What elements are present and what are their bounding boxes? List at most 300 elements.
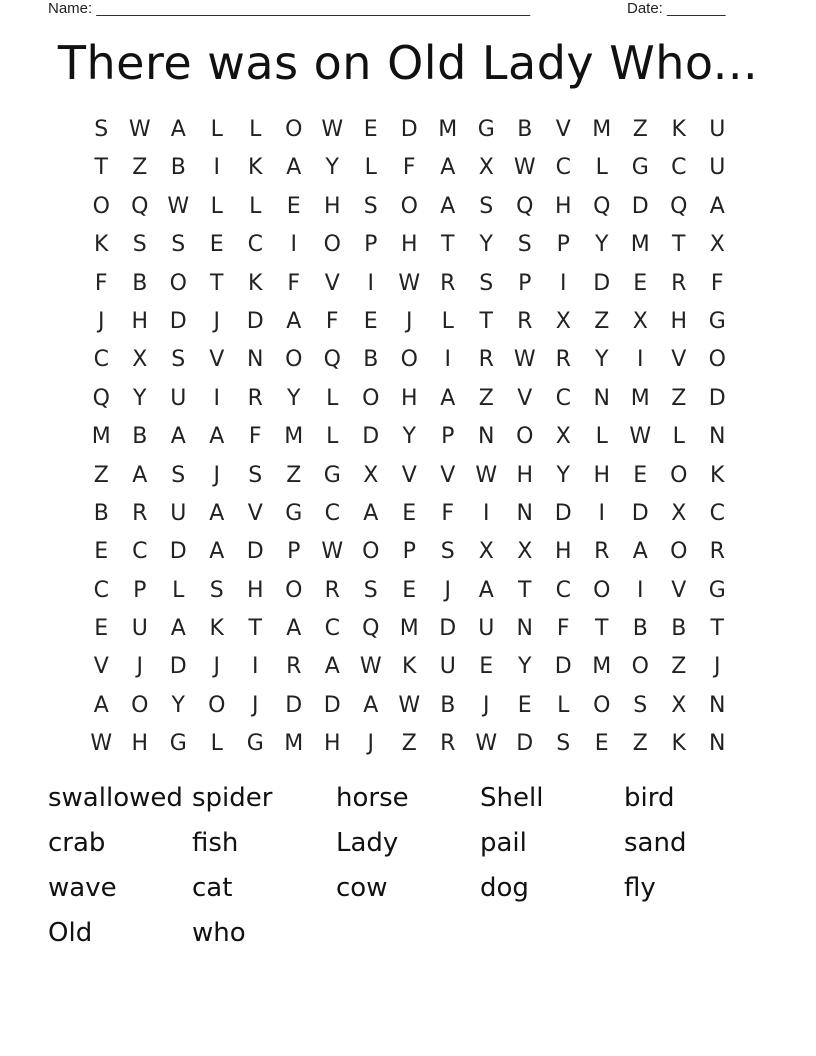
grid-letter[interactable]: H (400, 232, 418, 258)
grid-letter[interactable]: N (709, 731, 726, 757)
grid-letter[interactable]: E (594, 731, 609, 757)
grid-letter[interactable]: X (478, 155, 494, 181)
grid-letter[interactable]: J (483, 692, 490, 718)
grid-letter[interactable]: L (249, 117, 262, 142)
grid-letter[interactable]: C (555, 155, 571, 181)
grid-letter[interactable]: I (252, 654, 259, 680)
grid-letter[interactable]: T (672, 232, 686, 258)
grid-letter[interactable]: K (710, 462, 725, 488)
grid-letter[interactable]: Y (479, 232, 493, 258)
grid-letter[interactable]: D (631, 500, 649, 526)
grid-letter[interactable]: U (170, 385, 187, 411)
grid-letter[interactable]: E (286, 193, 301, 219)
grid-letter[interactable]: Z (632, 731, 648, 757)
grid-letter[interactable]: V (440, 462, 456, 488)
grid-letter[interactable]: Q (670, 193, 688, 219)
grid-letter[interactable]: O (593, 692, 611, 718)
grid-letter[interactable]: X (478, 539, 494, 565)
grid-letter[interactable]: M (592, 117, 612, 142)
grid-letter[interactable]: G (477, 117, 495, 142)
grid-letter[interactable]: O (362, 539, 380, 565)
grid-letter[interactable]: I (290, 232, 297, 258)
grid-letter[interactable]: C (709, 500, 725, 526)
grid-letter[interactable]: J (252, 692, 259, 718)
grid-letter[interactable]: M (284, 731, 304, 757)
grid-letter[interactable]: J (213, 654, 220, 680)
grid-letter[interactable]: V (247, 500, 263, 526)
grid-letter[interactable]: H (400, 385, 418, 411)
grid-letter[interactable]: S (94, 117, 109, 142)
grid-letter[interactable]: A (478, 577, 494, 603)
grid-letter[interactable]: T (479, 308, 493, 334)
grid-letter[interactable]: I (637, 577, 644, 603)
grid-letter[interactable]: S (171, 232, 186, 258)
name-field-label[interactable]: Name: ____________________________________________________ (48, 0, 531, 17)
grid-letter[interactable]: G (169, 731, 187, 757)
grid-letter[interactable]: N (593, 385, 610, 411)
grid-letter[interactable]: R (478, 347, 494, 373)
grid-letter[interactable]: T (94, 155, 108, 181)
grid-letter[interactable]: E (402, 577, 417, 603)
grid-letter[interactable]: R (671, 270, 687, 296)
grid-letter[interactable]: C (555, 577, 571, 603)
grid-letter[interactable]: B (440, 692, 456, 718)
word-list-item: bird (624, 783, 675, 813)
grid-letter[interactable]: I (560, 270, 567, 296)
grid-letter[interactable]: H (246, 577, 264, 603)
grid-letter[interactable]: X (632, 308, 648, 334)
grid-letter[interactable]: R (247, 385, 263, 411)
grid-letter[interactable]: C (555, 385, 571, 411)
grid-letter[interactable]: J (444, 577, 451, 603)
grid-letter[interactable]: W (629, 424, 652, 450)
grid-letter[interactable]: A (93, 692, 109, 718)
grid-letter[interactable]: R (324, 577, 340, 603)
grid-letter[interactable]: I (213, 155, 220, 181)
grid-letter[interactable]: K (94, 232, 109, 258)
grid-letter[interactable]: C (132, 539, 148, 565)
grid-letter[interactable]: K (402, 654, 417, 680)
grid-letter[interactable]: C (324, 616, 340, 642)
grid-letter[interactable]: D (362, 424, 380, 450)
grid-letter[interactable]: Y (133, 385, 147, 411)
grid-letter[interactable]: P (556, 232, 570, 258)
grid-letter[interactable]: S (363, 577, 378, 603)
grid-letter[interactable]: X (671, 500, 687, 526)
grid-letter[interactable]: H (323, 731, 341, 757)
grid-letter[interactable]: V (555, 117, 571, 142)
grid-letter[interactable]: D (246, 308, 264, 334)
grid-letter[interactable]: H (554, 193, 572, 219)
grid-letter[interactable]: D (285, 692, 303, 718)
grid-letter[interactable]: P (133, 577, 147, 603)
grid-letter[interactable]: C (324, 500, 340, 526)
grid-letter[interactable]: O (708, 347, 726, 373)
grid-letter[interactable]: S (132, 232, 147, 258)
grid-letter[interactable]: S (209, 577, 224, 603)
grid-letter[interactable]: O (516, 424, 534, 450)
grid-letter[interactable]: G (708, 308, 726, 334)
grid-letter[interactable]: L (172, 577, 185, 603)
grid-letter[interactable]: C (671, 155, 687, 181)
grid-letter[interactable]: V (671, 347, 687, 373)
grid-letter[interactable]: L (364, 155, 377, 181)
grid-letter[interactable]: V (93, 654, 109, 680)
grid-letter[interactable]: D (246, 539, 264, 565)
grid-letter[interactable]: X (709, 232, 725, 258)
grid-letter[interactable]: Z (93, 462, 109, 488)
word-list-item: Shell (480, 783, 544, 813)
grid-letter[interactable]: Z (478, 385, 494, 411)
grid-letter[interactable]: S (479, 193, 494, 219)
grid-letter[interactable]: R (440, 731, 456, 757)
grid-letter[interactable]: L (326, 385, 339, 411)
grid-letter[interactable]: N (516, 500, 533, 526)
grid-letter[interactable]: U (131, 616, 148, 642)
grid-letter[interactable]: D (400, 117, 418, 142)
grid-letter[interactable]: O (285, 347, 303, 373)
grid-letter[interactable]: D (169, 654, 187, 680)
grid-letter[interactable]: N (478, 424, 495, 450)
grid-letter[interactable]: X (132, 347, 148, 373)
grid-letter[interactable]: O (400, 347, 418, 373)
grid-letter[interactable]: A (363, 500, 379, 526)
grid-letter[interactable]: O (670, 539, 688, 565)
grid-letter[interactable]: L (210, 193, 223, 219)
grid-letter[interactable]: B (132, 424, 148, 450)
grid-letter[interactable]: X (555, 424, 571, 450)
grid-letter[interactable]: T (518, 577, 532, 603)
grid-letter[interactable]: L (672, 424, 685, 450)
grid-letter[interactable]: A (324, 654, 340, 680)
grid-letter[interactable]: S (633, 692, 648, 718)
grid-letter[interactable]: N (247, 347, 264, 373)
grid-letter[interactable]: G (285, 500, 303, 526)
word-list-item: spider (192, 783, 273, 813)
grid-letter[interactable]: B (363, 347, 379, 373)
grid-letter[interactable]: R (132, 500, 148, 526)
grid-letter[interactable]: A (170, 616, 186, 642)
grid-letter[interactable]: M (91, 424, 111, 450)
grid-letter[interactable]: P (402, 539, 416, 565)
grid-letter[interactable]: A (209, 539, 225, 565)
grid-letter[interactable]: U (170, 500, 187, 526)
grid-letter[interactable]: U (439, 654, 456, 680)
grid-letter[interactable]: Q (362, 616, 380, 642)
grid-letter[interactable]: B (632, 616, 648, 642)
grid-letter[interactable]: I (213, 385, 220, 411)
grid-letter[interactable]: J (406, 308, 413, 334)
grid-letter[interactable]: S (479, 270, 494, 296)
grid-letter[interactable]: L (326, 424, 339, 450)
grid-letter[interactable]: N (709, 692, 726, 718)
grid-letter[interactable]: Y (595, 232, 609, 258)
grid-letter[interactable]: W (475, 731, 498, 757)
grid-letter[interactable]: D (554, 654, 572, 680)
date-field-label[interactable]: Date: _______ (627, 0, 726, 17)
grid-letter[interactable]: L (210, 731, 223, 757)
grid-letter[interactable]: X (517, 539, 533, 565)
header (48, 0, 748, 20)
grid-letter[interactable]: W (128, 117, 151, 142)
grid-letter[interactable]: S (440, 539, 455, 565)
grid-letter[interactable]: R (709, 539, 725, 565)
grid-letter[interactable]: M (438, 117, 458, 142)
grid-letter[interactable]: I (444, 347, 451, 373)
grid-letter[interactable]: I (637, 347, 644, 373)
grid-letter[interactable]: Y (518, 654, 532, 680)
grid-letter[interactable]: G (246, 731, 264, 757)
grid-letter[interactable]: D (554, 500, 572, 526)
grid-letter[interactable]: Y (287, 385, 301, 411)
grid-letter[interactable]: H (516, 462, 534, 488)
grid-letter[interactable]: U (478, 616, 495, 642)
grid-letter[interactable]: Q (593, 193, 611, 219)
grid-letter[interactable]: Z (671, 654, 687, 680)
grid-letter[interactable]: J (213, 308, 220, 334)
grid-letter[interactable]: L (595, 155, 608, 181)
grid-letter[interactable]: P (364, 232, 378, 258)
word-list-item: swallowed (48, 783, 183, 813)
grid-letter[interactable]: J (213, 462, 220, 488)
grid-letter[interactable]: Z (671, 385, 687, 411)
grid-letter[interactable]: R (555, 347, 571, 373)
grid-letter[interactable]: F (402, 155, 416, 181)
grid-letter[interactable]: M (630, 232, 650, 258)
grid-letter[interactable]: Z (401, 731, 417, 757)
grid-letter[interactable]: S (171, 347, 186, 373)
grid-letter[interactable]: U (709, 155, 726, 181)
grid-letter[interactable]: W (513, 347, 536, 373)
grid-letter[interactable]: Q (323, 347, 341, 373)
grid-letter[interactable]: Q (516, 193, 534, 219)
grid-letter[interactable]: F (248, 424, 262, 450)
grid-letter[interactable]: V (517, 385, 533, 411)
grid-letter[interactable]: K (248, 155, 263, 181)
grid-letter[interactable]: I (483, 500, 490, 526)
grid-letter[interactable]: W (321, 539, 344, 565)
grid-letter[interactable]: Y (171, 692, 185, 718)
grid-letter[interactable]: P (518, 270, 532, 296)
grid-letter[interactable]: L (441, 308, 454, 334)
grid-letter[interactable]: O (670, 462, 688, 488)
grid-letter[interactable]: U (709, 117, 726, 142)
grid-letter[interactable]: S (171, 462, 186, 488)
grid-letter[interactable]: A (286, 616, 302, 642)
grid-letter[interactable]: P (287, 539, 301, 565)
grid-letter[interactable]: E (363, 308, 378, 334)
grid-letter[interactable]: D (631, 193, 649, 219)
grid-letter[interactable]: S (556, 731, 571, 757)
word-list-item: who (192, 918, 246, 948)
grid-letter[interactable]: C (93, 577, 109, 603)
grid-letter[interactable]: K (209, 616, 224, 642)
grid-letter[interactable]: A (209, 500, 225, 526)
grid-letter[interactable]: A (132, 462, 148, 488)
grid-letter[interactable]: E (633, 462, 648, 488)
grid-letter[interactable]: G (708, 577, 726, 603)
grid-letter[interactable]: V (671, 577, 687, 603)
grid-letter[interactable]: T (248, 616, 262, 642)
grid-letter[interactable]: E (479, 654, 494, 680)
grid-letter[interactable]: H (131, 731, 149, 757)
grid-letter[interactable]: Y (595, 347, 609, 373)
grid-letter[interactable]: E (94, 616, 109, 642)
grid-letter[interactable]: Q (131, 193, 149, 219)
grid-letter[interactable]: E (363, 117, 378, 142)
grid-letter[interactable]: B (170, 155, 186, 181)
grid-letter[interactable]: M (630, 385, 650, 411)
grid-letter[interactable]: E (633, 270, 648, 296)
grid-letter[interactable]: O (323, 232, 341, 258)
grid-letter[interactable]: H (323, 193, 341, 219)
grid-letter[interactable]: B (517, 117, 533, 142)
grid-letter[interactable]: V (324, 270, 340, 296)
grid-letter[interactable]: D (708, 385, 726, 411)
grid-letter[interactable]: A (170, 117, 186, 142)
grid-letter[interactable]: I (598, 500, 605, 526)
grid-letter[interactable]: O (92, 193, 110, 219)
grid-letter[interactable]: W (398, 692, 421, 718)
grid-letter[interactable]: X (555, 308, 571, 334)
grid-letter[interactable]: S (517, 232, 532, 258)
grid-letter[interactable]: H (554, 539, 572, 565)
grid-letter[interactable]: Y (325, 155, 339, 181)
grid-letter[interactable]: T (710, 616, 724, 642)
grid-letter[interactable]: O (208, 692, 226, 718)
grid-letter[interactable]: O (362, 385, 380, 411)
grid-letter[interactable]: F (710, 270, 724, 296)
grid-letter[interactable]: M (592, 654, 612, 680)
grid-letter[interactable]: S (363, 193, 378, 219)
grid-letter[interactable]: H (670, 308, 688, 334)
grid-letter[interactable]: M (399, 616, 419, 642)
grid-letter[interactable]: H (593, 462, 611, 488)
grid-letter[interactable]: L (557, 692, 570, 718)
grid-letter[interactable]: L (249, 193, 262, 219)
grid-letter[interactable]: D (593, 270, 611, 296)
grid-letter[interactable]: W (398, 270, 421, 296)
grid-letter[interactable]: A (170, 424, 186, 450)
grid-letter[interactable]: W (321, 117, 344, 142)
grid-letter[interactable]: J (136, 654, 143, 680)
grid-letter[interactable]: T (210, 270, 224, 296)
grid-letter[interactable]: W (475, 462, 498, 488)
grid-letter[interactable]: Z (286, 462, 302, 488)
grid-letter[interactable]: K (671, 731, 686, 757)
grid-letter[interactable]: J (367, 731, 374, 757)
grid-letter[interactable]: O (169, 270, 187, 296)
grid-letter[interactable]: A (286, 155, 302, 181)
grid-letter[interactable]: E (94, 539, 109, 565)
grid-letter[interactable]: O (285, 117, 303, 142)
grid-letter[interactable]: O (131, 692, 149, 718)
grid-letter[interactable]: F (441, 500, 455, 526)
grid-letter[interactable]: A (709, 193, 725, 219)
grid-letter[interactable]: F (556, 616, 570, 642)
grid-letter[interactable]: Z (632, 117, 648, 142)
grid-letter[interactable]: T (595, 616, 609, 642)
grid-letter[interactable]: E (517, 692, 532, 718)
grid-letter[interactable]: T (441, 232, 455, 258)
grid-letter[interactable]: E (402, 500, 417, 526)
grid-letter[interactable]: J (714, 654, 721, 680)
grid-letter[interactable]: H (131, 308, 149, 334)
grid-letter[interactable]: M (284, 424, 304, 450)
grid-letter[interactable]: G (323, 462, 341, 488)
grid-letter[interactable]: X (363, 462, 379, 488)
grid-letter[interactable]: F (287, 270, 301, 296)
grid-letter[interactable]: G (631, 155, 649, 181)
grid-letter[interactable]: W (167, 193, 190, 219)
grid-letter[interactable]: I (367, 270, 374, 296)
grid-letter[interactable]: X (671, 692, 687, 718)
grid-letter[interactable]: K (248, 270, 263, 296)
grid-letter[interactable]: V (209, 347, 225, 373)
grid-letter[interactable]: L (210, 117, 223, 142)
grid-letter[interactable]: A (286, 308, 302, 334)
grid-letter[interactable]: V (401, 462, 417, 488)
grid-letter[interactable]: W (359, 654, 382, 680)
grid-letter[interactable]: O (593, 577, 611, 603)
grid-letter[interactable]: A (440, 155, 456, 181)
word-list-item: pail (480, 828, 527, 858)
grid-letter[interactable]: B (93, 500, 109, 526)
grid-letter[interactable]: J (98, 308, 105, 334)
grid-letter[interactable]: D (323, 692, 341, 718)
grid-letter[interactable]: C (247, 232, 263, 258)
grid-letter[interactable]: Q (92, 385, 110, 411)
grid-letter[interactable]: D (516, 731, 534, 757)
grid-letter[interactable]: R (594, 539, 610, 565)
letter-grid (82, 111, 737, 764)
word-list (48, 778, 768, 958)
grid-letter[interactable]: K (671, 117, 686, 142)
grid-letter[interactable]: A (363, 692, 379, 718)
grid-letter[interactable]: B (671, 616, 687, 642)
grid-letter[interactable]: S (248, 462, 263, 488)
grid-letter[interactable]: O (285, 577, 303, 603)
grid-letter[interactable]: D (439, 616, 457, 642)
grid-letter[interactable]: Y (402, 424, 416, 450)
grid-letter[interactable]: O (631, 654, 649, 680)
grid-letter[interactable]: R (440, 270, 456, 296)
grid-letter[interactable]: P (441, 424, 455, 450)
grid-letter[interactable]: L (595, 424, 608, 450)
grid-letter[interactable]: N (709, 424, 726, 450)
grid-letter[interactable]: C (93, 347, 109, 373)
grid-letter[interactable]: Z (594, 308, 610, 334)
grid-letter[interactable]: D (169, 539, 187, 565)
grid-letter[interactable]: R (517, 308, 533, 334)
grid-letter[interactable]: A (440, 385, 456, 411)
grid-letter[interactable]: W (513, 155, 536, 181)
grid-letter[interactable]: E (209, 232, 224, 258)
grid-letter[interactable]: F (325, 308, 339, 334)
grid-letter[interactable]: N (516, 616, 533, 642)
grid-letter[interactable]: A (440, 193, 456, 219)
grid-letter[interactable]: F (94, 270, 108, 296)
grid-letter[interactable]: D (169, 308, 187, 334)
grid-letter[interactable]: A (209, 424, 225, 450)
grid-letter[interactable]: R (286, 654, 302, 680)
grid-letter[interactable]: Z (132, 155, 148, 181)
grid-letter[interactable]: B (132, 270, 148, 296)
grid-letter[interactable]: Y (556, 462, 570, 488)
grid-letter[interactable]: W (90, 731, 113, 757)
grid-letter[interactable]: A (632, 539, 648, 565)
grid-letter[interactable]: O (400, 193, 418, 219)
